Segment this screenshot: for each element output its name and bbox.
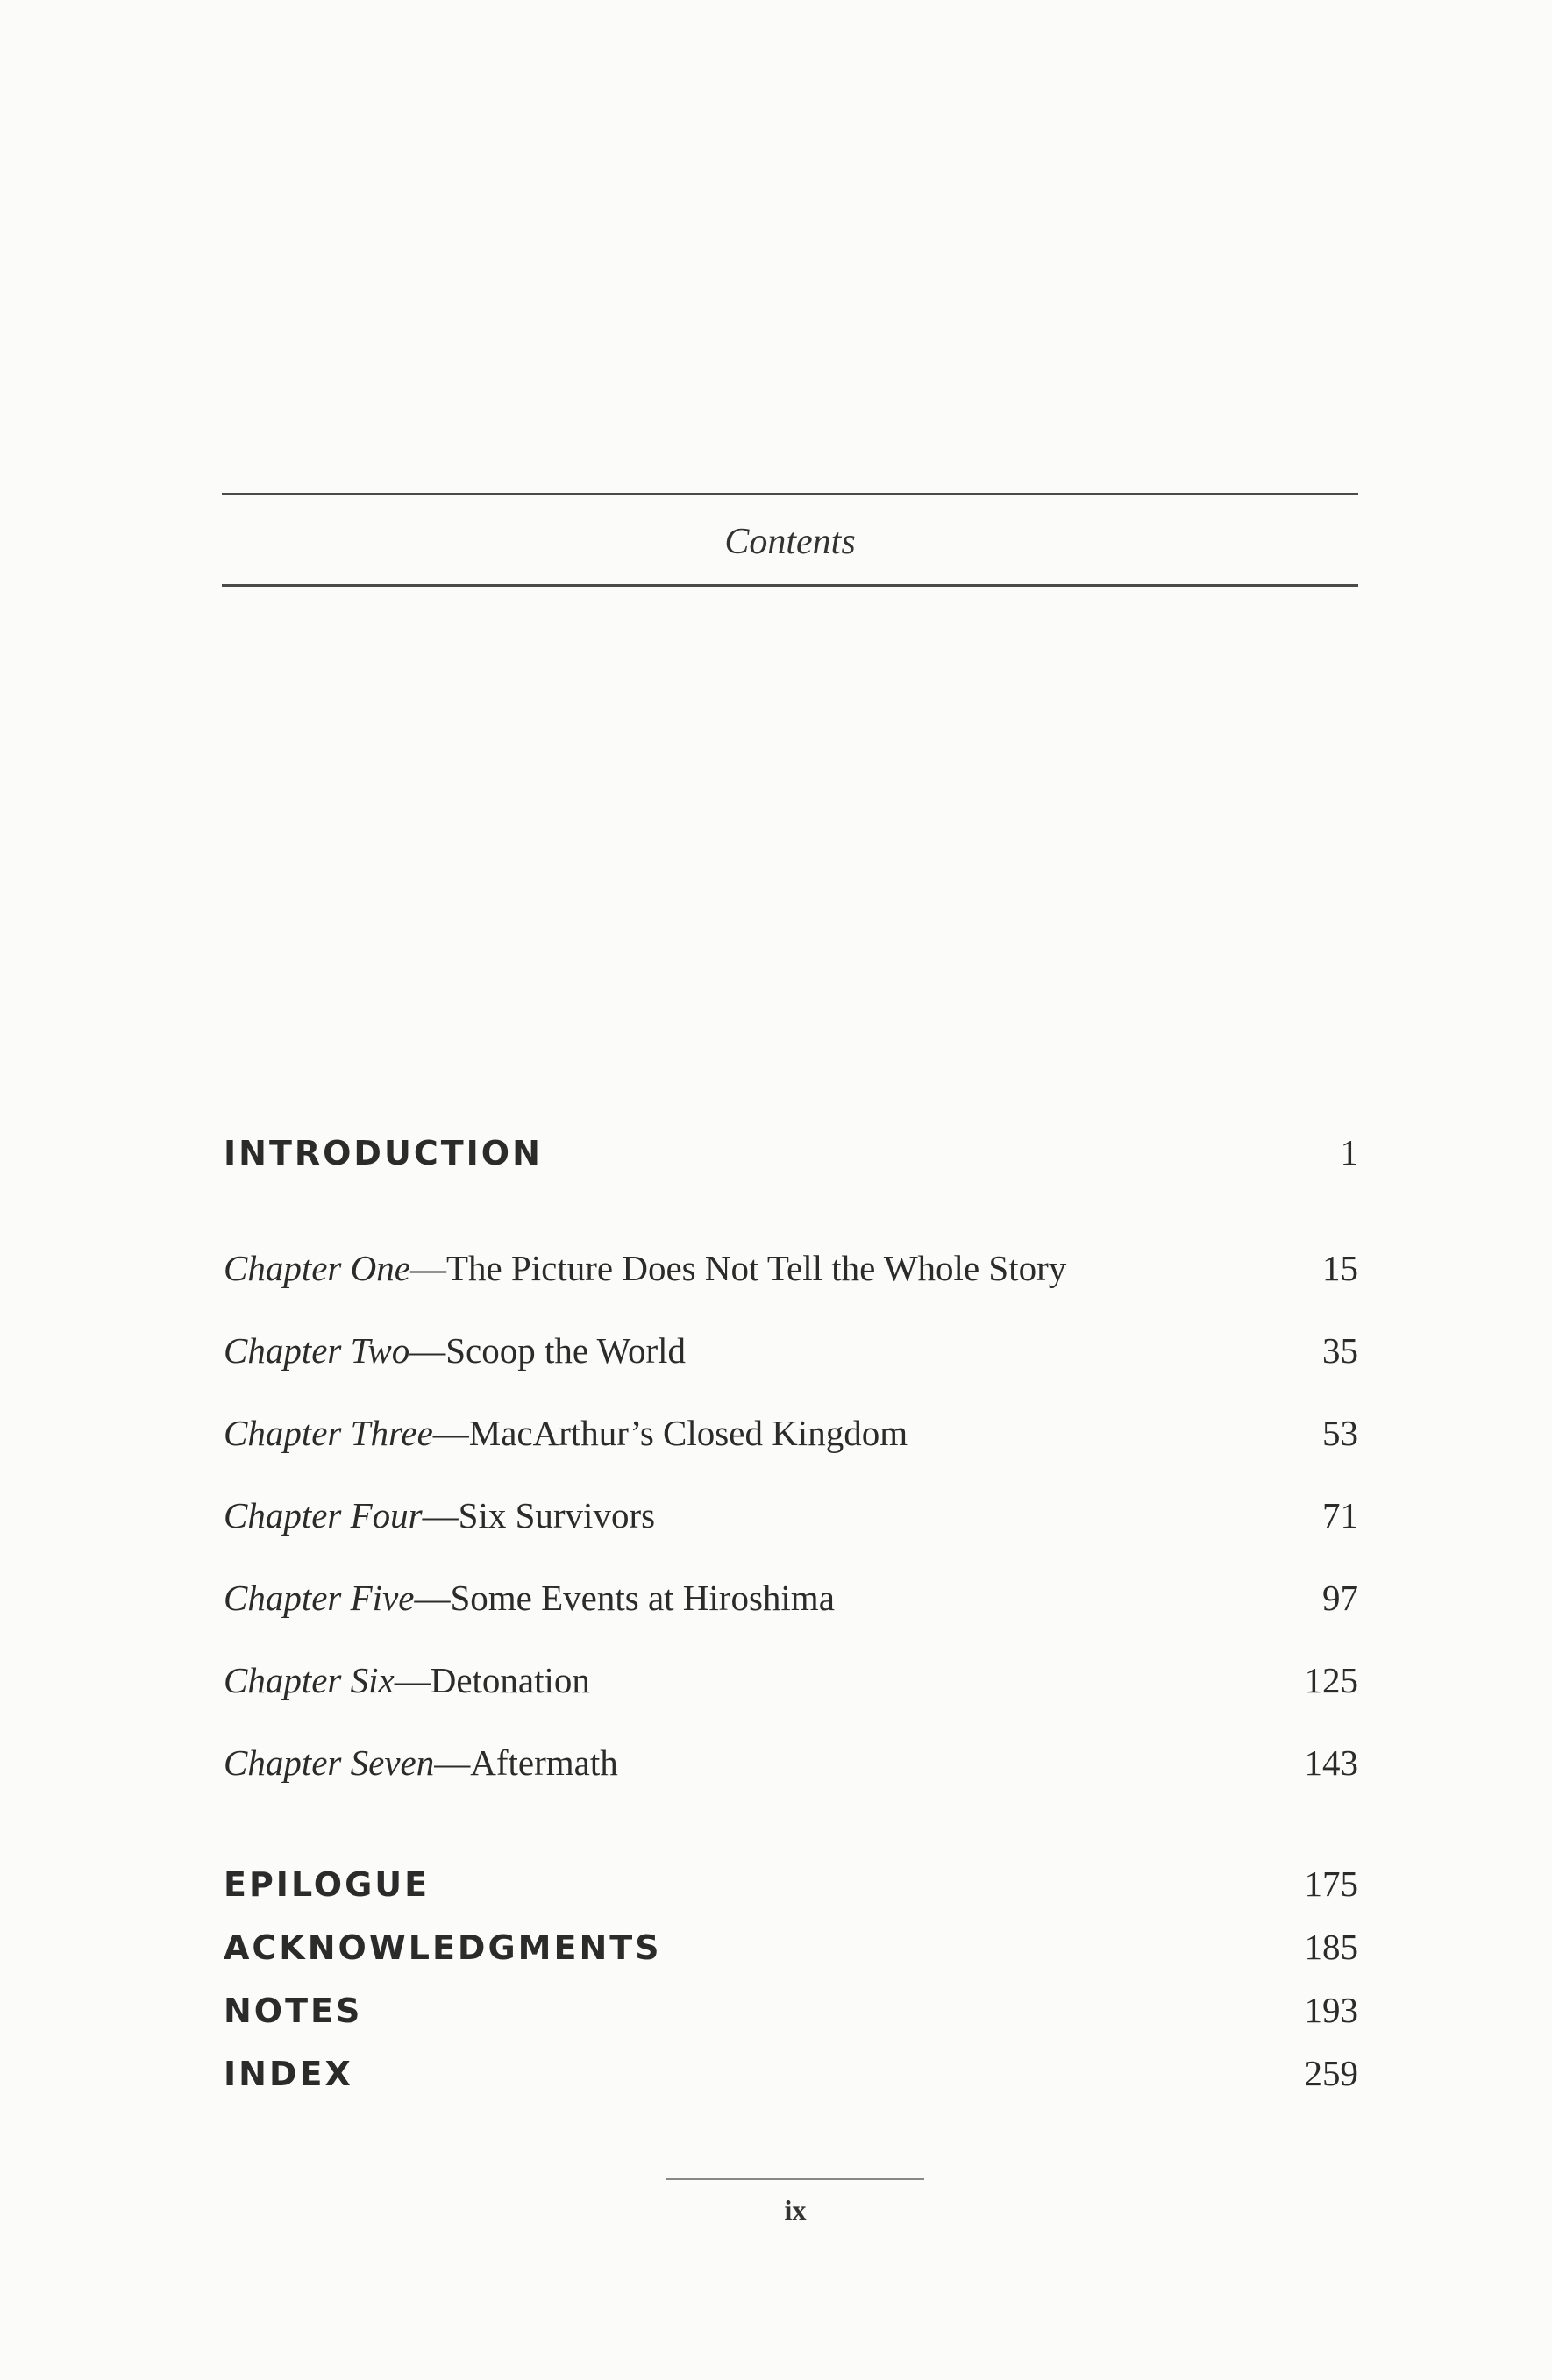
toc-entry-chapter	[224, 1577, 1358, 1619]
toc-entry-epilogue	[224, 1863, 1358, 1905]
toc-page-number: 143	[1304, 1742, 1358, 1783]
chapter-dash: —	[409, 1330, 446, 1371]
chapter-title: Detonation	[430, 1660, 590, 1700]
toc-entry-introduction	[224, 1131, 1358, 1173]
chapter-dash: —	[432, 1413, 469, 1453]
page-title: Contents	[724, 522, 856, 562]
toc-page-number: 175	[1304, 1863, 1358, 1904]
toc-entry-notes	[224, 1989, 1358, 2031]
toc-entry-chapter	[224, 1659, 1358, 1701]
header-rule-bottom	[222, 584, 1358, 587]
toc-entry-acknowledgments	[224, 1926, 1358, 1968]
chapter-title: Some Events at Hiroshima	[450, 1578, 835, 1618]
toc-entry-chapter	[224, 1247, 1358, 1289]
toc-label: ACKNOWLEDGMENTS	[224, 1928, 662, 1967]
toc-chapter-line	[224, 1412, 908, 1454]
toc-label: NOTES	[224, 1992, 363, 2030]
toc-page-number: 15	[1322, 1248, 1358, 1288]
toc-page-number: 35	[1322, 1330, 1358, 1371]
toc-page-number: 125	[1304, 1660, 1358, 1700]
toc-label: EPILOGUE	[224, 1865, 431, 1904]
toc-chapter-line	[224, 1659, 590, 1701]
footer-rule	[666, 2178, 924, 2180]
chapter-title: The Picture Does Not Tell the Whole Story	[445, 1248, 1067, 1288]
toc-entry-index	[224, 2052, 1358, 2094]
toc-chapter-line	[224, 1577, 835, 1619]
chapter-label: Chapter Six	[224, 1660, 395, 1700]
chapter-label: Chapter Three	[224, 1413, 433, 1453]
toc-page-number: 1	[1340, 1132, 1358, 1172]
chapter-dash: —	[422, 1495, 459, 1536]
chapter-label: Chapter Five	[224, 1578, 415, 1618]
toc-chapter-line	[224, 1247, 1066, 1289]
toc-page-number: 97	[1322, 1578, 1358, 1618]
chapter-title: Aftermath	[470, 1742, 618, 1783]
toc-page-number: 193	[1304, 1990, 1358, 2030]
toc-entry-chapter	[224, 1494, 1358, 1536]
toc-page-number: 185	[1304, 1927, 1358, 1967]
toc-page-number: 71	[1322, 1495, 1358, 1536]
toc-page-number: 259	[1304, 2053, 1358, 2093]
chapter-dash: —	[434, 1742, 471, 1783]
toc-page-number: 53	[1322, 1413, 1358, 1453]
chapter-dash: —	[394, 1660, 431, 1700]
toc-label: INDEX	[224, 2055, 353, 2093]
chapter-label: Chapter Seven	[224, 1742, 435, 1783]
toc-entry-chapter	[224, 1742, 1358, 1784]
header-rule-top	[222, 493, 1358, 495]
chapter-title: Six Survivors	[458, 1495, 656, 1536]
toc-chapter-line	[224, 1494, 655, 1536]
chapter-title: Scoop the World	[445, 1330, 687, 1371]
chapter-dash: —	[414, 1578, 451, 1618]
page-number-folio: ix	[784, 2194, 807, 2226]
toc-entry-chapter	[224, 1329, 1358, 1372]
toc-label: INTRODUCTION	[224, 1134, 543, 1172]
toc-chapter-line	[224, 1329, 686, 1372]
chapter-label: Chapter One	[224, 1248, 410, 1288]
chapter-label: Chapter Four	[224, 1495, 423, 1536]
chapter-label: Chapter Two	[224, 1330, 410, 1371]
chapter-title: MacArthur’s Closed Kingdom	[468, 1413, 908, 1453]
chapter-dash: —	[409, 1248, 446, 1288]
toc-chapter-line	[224, 1742, 618, 1784]
toc-entry-chapter	[224, 1412, 1358, 1454]
